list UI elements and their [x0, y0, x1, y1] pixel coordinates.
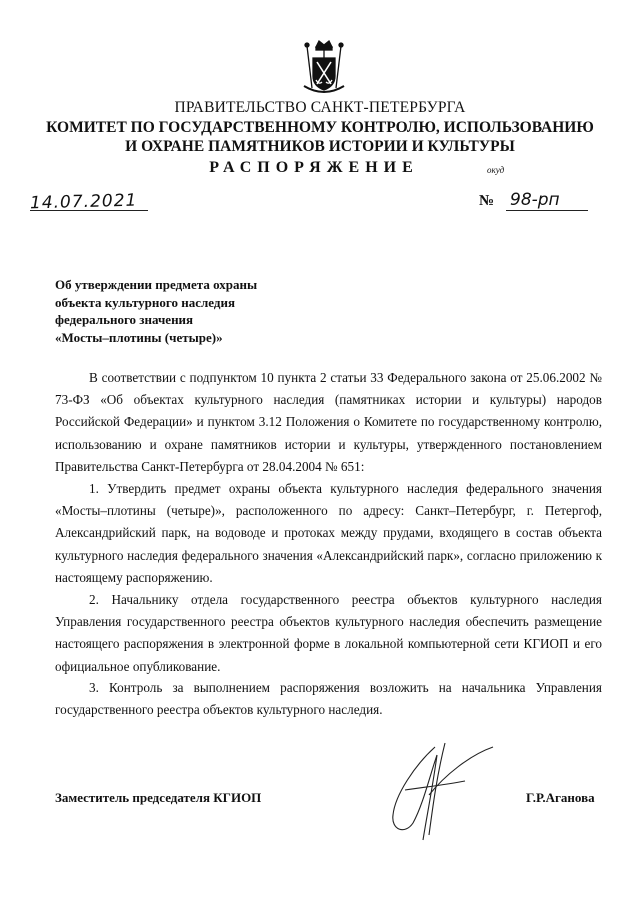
okud-label: окуд	[487, 165, 505, 175]
subject-line: объекта культурного наследия	[55, 294, 235, 310]
committee-title-line1: КОМИТЕТ ПО ГОСУДАРСТВЕННОМУ КОНТРОЛЮ, ИСПОЛЬЗОВАНИЮ	[46, 119, 594, 136]
document-number: 98-рп	[510, 190, 560, 210]
handwritten-signature	[375, 735, 500, 845]
government-title: ПРАВИТЕЛЬСТВО САНКТ-ПЕТЕРБУРГА	[174, 99, 466, 116]
document-type: РАСПОРЯЖЕНИЕ	[209, 159, 419, 176]
signatory-title: Заместитель председателя КГИОП	[55, 790, 262, 805]
st-petersburg-coat-of-arms-icon	[298, 38, 350, 96]
item-3-text: 3. Контроль за выполнением распоряжения возложить на начальника Управления государственного реестра объектов культурного наследия.	[55, 680, 602, 718]
subject-line: «Мосты–плотины (четыре)»	[55, 329, 223, 345]
item-1-text: 1. Утвердить предмет охраны объекта культурного наследия федерального значения «Мосты–плотины (четыре)», расположенного по адресу: Санкт–Петербург, г. Петергоф, Александрийский парк, на водоводе и протоках между прудами, входящего в состав объекта культурного наследия федерального значения «Александрийский парк», согласно приложению к настоящему распоряжению.	[55, 481, 602, 585]
subject-line: федерального значения	[55, 312, 194, 327]
number-label: №	[479, 193, 495, 209]
date-underline	[30, 210, 148, 211]
signatory-name: Г.Р.Аганова	[526, 790, 595, 805]
committee-title-line2: И ОХРАНЕ ПАМЯТНИКОВ ИСТОРИИ И КУЛЬТУРЫ	[125, 138, 515, 155]
subject-line: Об утверждении предмета охраны	[55, 277, 258, 292]
item-2-paragraph	[55, 589, 602, 678]
preamble-paragraph	[55, 367, 602, 478]
committee-title	[0, 118, 640, 156]
item-1-paragraph	[55, 478, 602, 589]
number-underline	[506, 210, 588, 211]
document-subject	[55, 276, 257, 346]
item-3-paragraph	[55, 677, 602, 721]
document-date: 14.07.2021	[29, 190, 138, 214]
preamble-text: В соответствии с подпунктом 10 пункта 2 статьи 33 Федерального закона от 25.06.2002 № 73-ФЗ «Об объектах культурного наследия (памятниках истории и культуры) народов Российской Федерации» и пунктом 3.12 Положения о Комитете по государственному контролю, использованию и охране памятников истории и культуры, утвержденного постановлением Правительства Санкт-Петербурга от 28.04.2004 № 651:	[55, 370, 602, 474]
item-2-text: 2. Начальнику отдела государственного реестра объектов культурного наследия Управления государственного реестра объектов культурного наследия обеспечить размещение настоящего распоряжения в электронной форме в локальной компьютерной сети КГИОП и его официальное опубликование.	[55, 592, 602, 674]
